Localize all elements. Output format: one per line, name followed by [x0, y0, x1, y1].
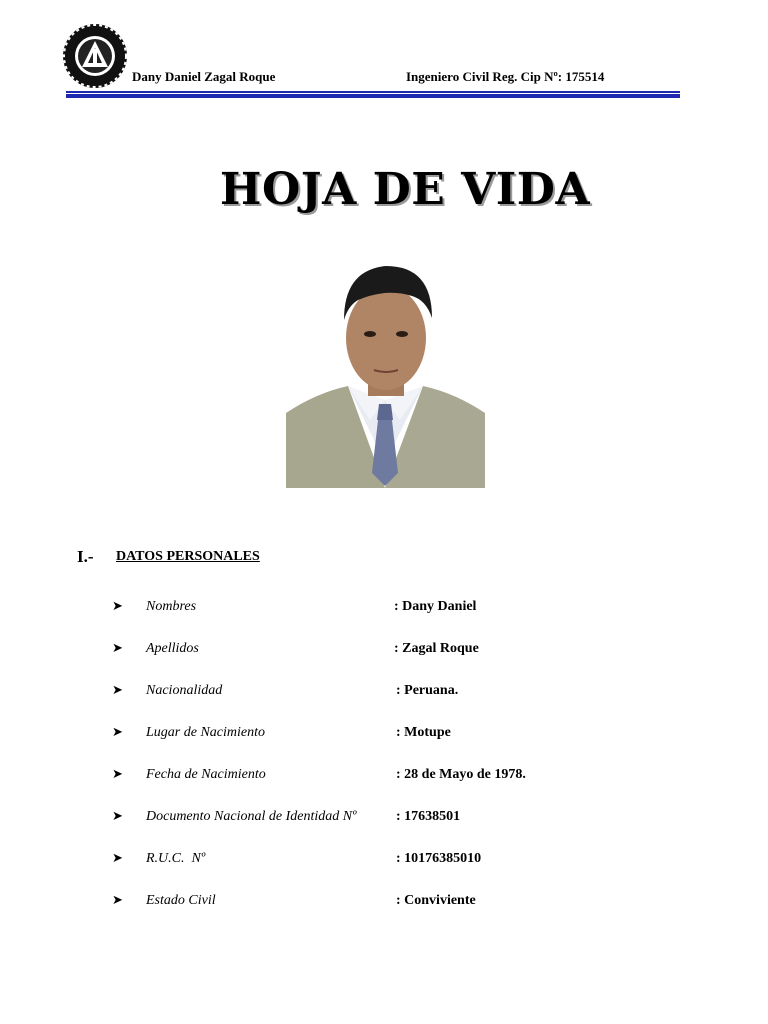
field-value: : 17638501: [396, 809, 461, 824]
field-label: R.U.C. Nº: [146, 851, 206, 866]
field-label: Documento Nacional de Identidad Nº: [146, 809, 357, 824]
field-value: : Peruana.: [396, 683, 459, 698]
arrow-bullet-icon: ➤: [112, 641, 123, 656]
arrow-bullet-icon: ➤: [112, 599, 123, 614]
field-label: Fecha de Nacimiento: [146, 767, 266, 782]
header-registration: Ingeniero Civil Reg. Cip Nº: 175514: [406, 69, 605, 84]
field-label: Apellidos: [146, 641, 199, 656]
field-row-fecha-nacimiento: [0, 767, 768, 789]
field-value: : Dany Daniel: [394, 599, 477, 614]
section-number: I.-: [77, 547, 94, 566]
header-rule-thin: [66, 91, 680, 93]
section-title: DATOS PERSONALES: [116, 549, 260, 564]
header-name: Dany Daniel Zagal Roque: [132, 69, 276, 84]
portrait-photo: [286, 248, 485, 488]
arrow-bullet-icon: ➤: [112, 683, 123, 698]
field-row-ruc: [0, 851, 768, 873]
field-value: : 28 de Mayo de 1978.: [396, 767, 526, 782]
arrow-bullet-icon: ➤: [112, 809, 123, 824]
arrow-bullet-icon: ➤: [112, 893, 123, 908]
field-row-nacionalidad: [0, 683, 768, 705]
arrow-bullet-icon: ➤: [112, 851, 123, 866]
field-label: Nombres: [146, 599, 197, 614]
field-label: Nacionalidad: [146, 683, 223, 698]
field-value: : Motupe: [396, 725, 451, 740]
field-row-estado-civil: [0, 893, 768, 915]
arrow-bullet-icon: ➤: [112, 725, 123, 740]
field-label: Estado Civil: [146, 893, 216, 908]
field-label: Lugar de Nacimiento: [146, 725, 265, 740]
college-seal-icon: [60, 23, 130, 89]
arrow-bullet-icon: ➤: [112, 767, 123, 782]
field-row-apellidos: [0, 641, 768, 663]
field-value: : 10176385010: [396, 851, 482, 866]
field-value: : Conviviente: [396, 893, 476, 908]
field-row-lugar-nacimiento: [0, 725, 768, 747]
header-rule-thick: [66, 94, 680, 98]
document-title: HOJA DE VIDA: [219, 164, 591, 215]
field-value: : Zagal Roque: [394, 641, 479, 656]
field-row-nombres: [0, 599, 768, 621]
field-row-dni: [0, 809, 768, 831]
